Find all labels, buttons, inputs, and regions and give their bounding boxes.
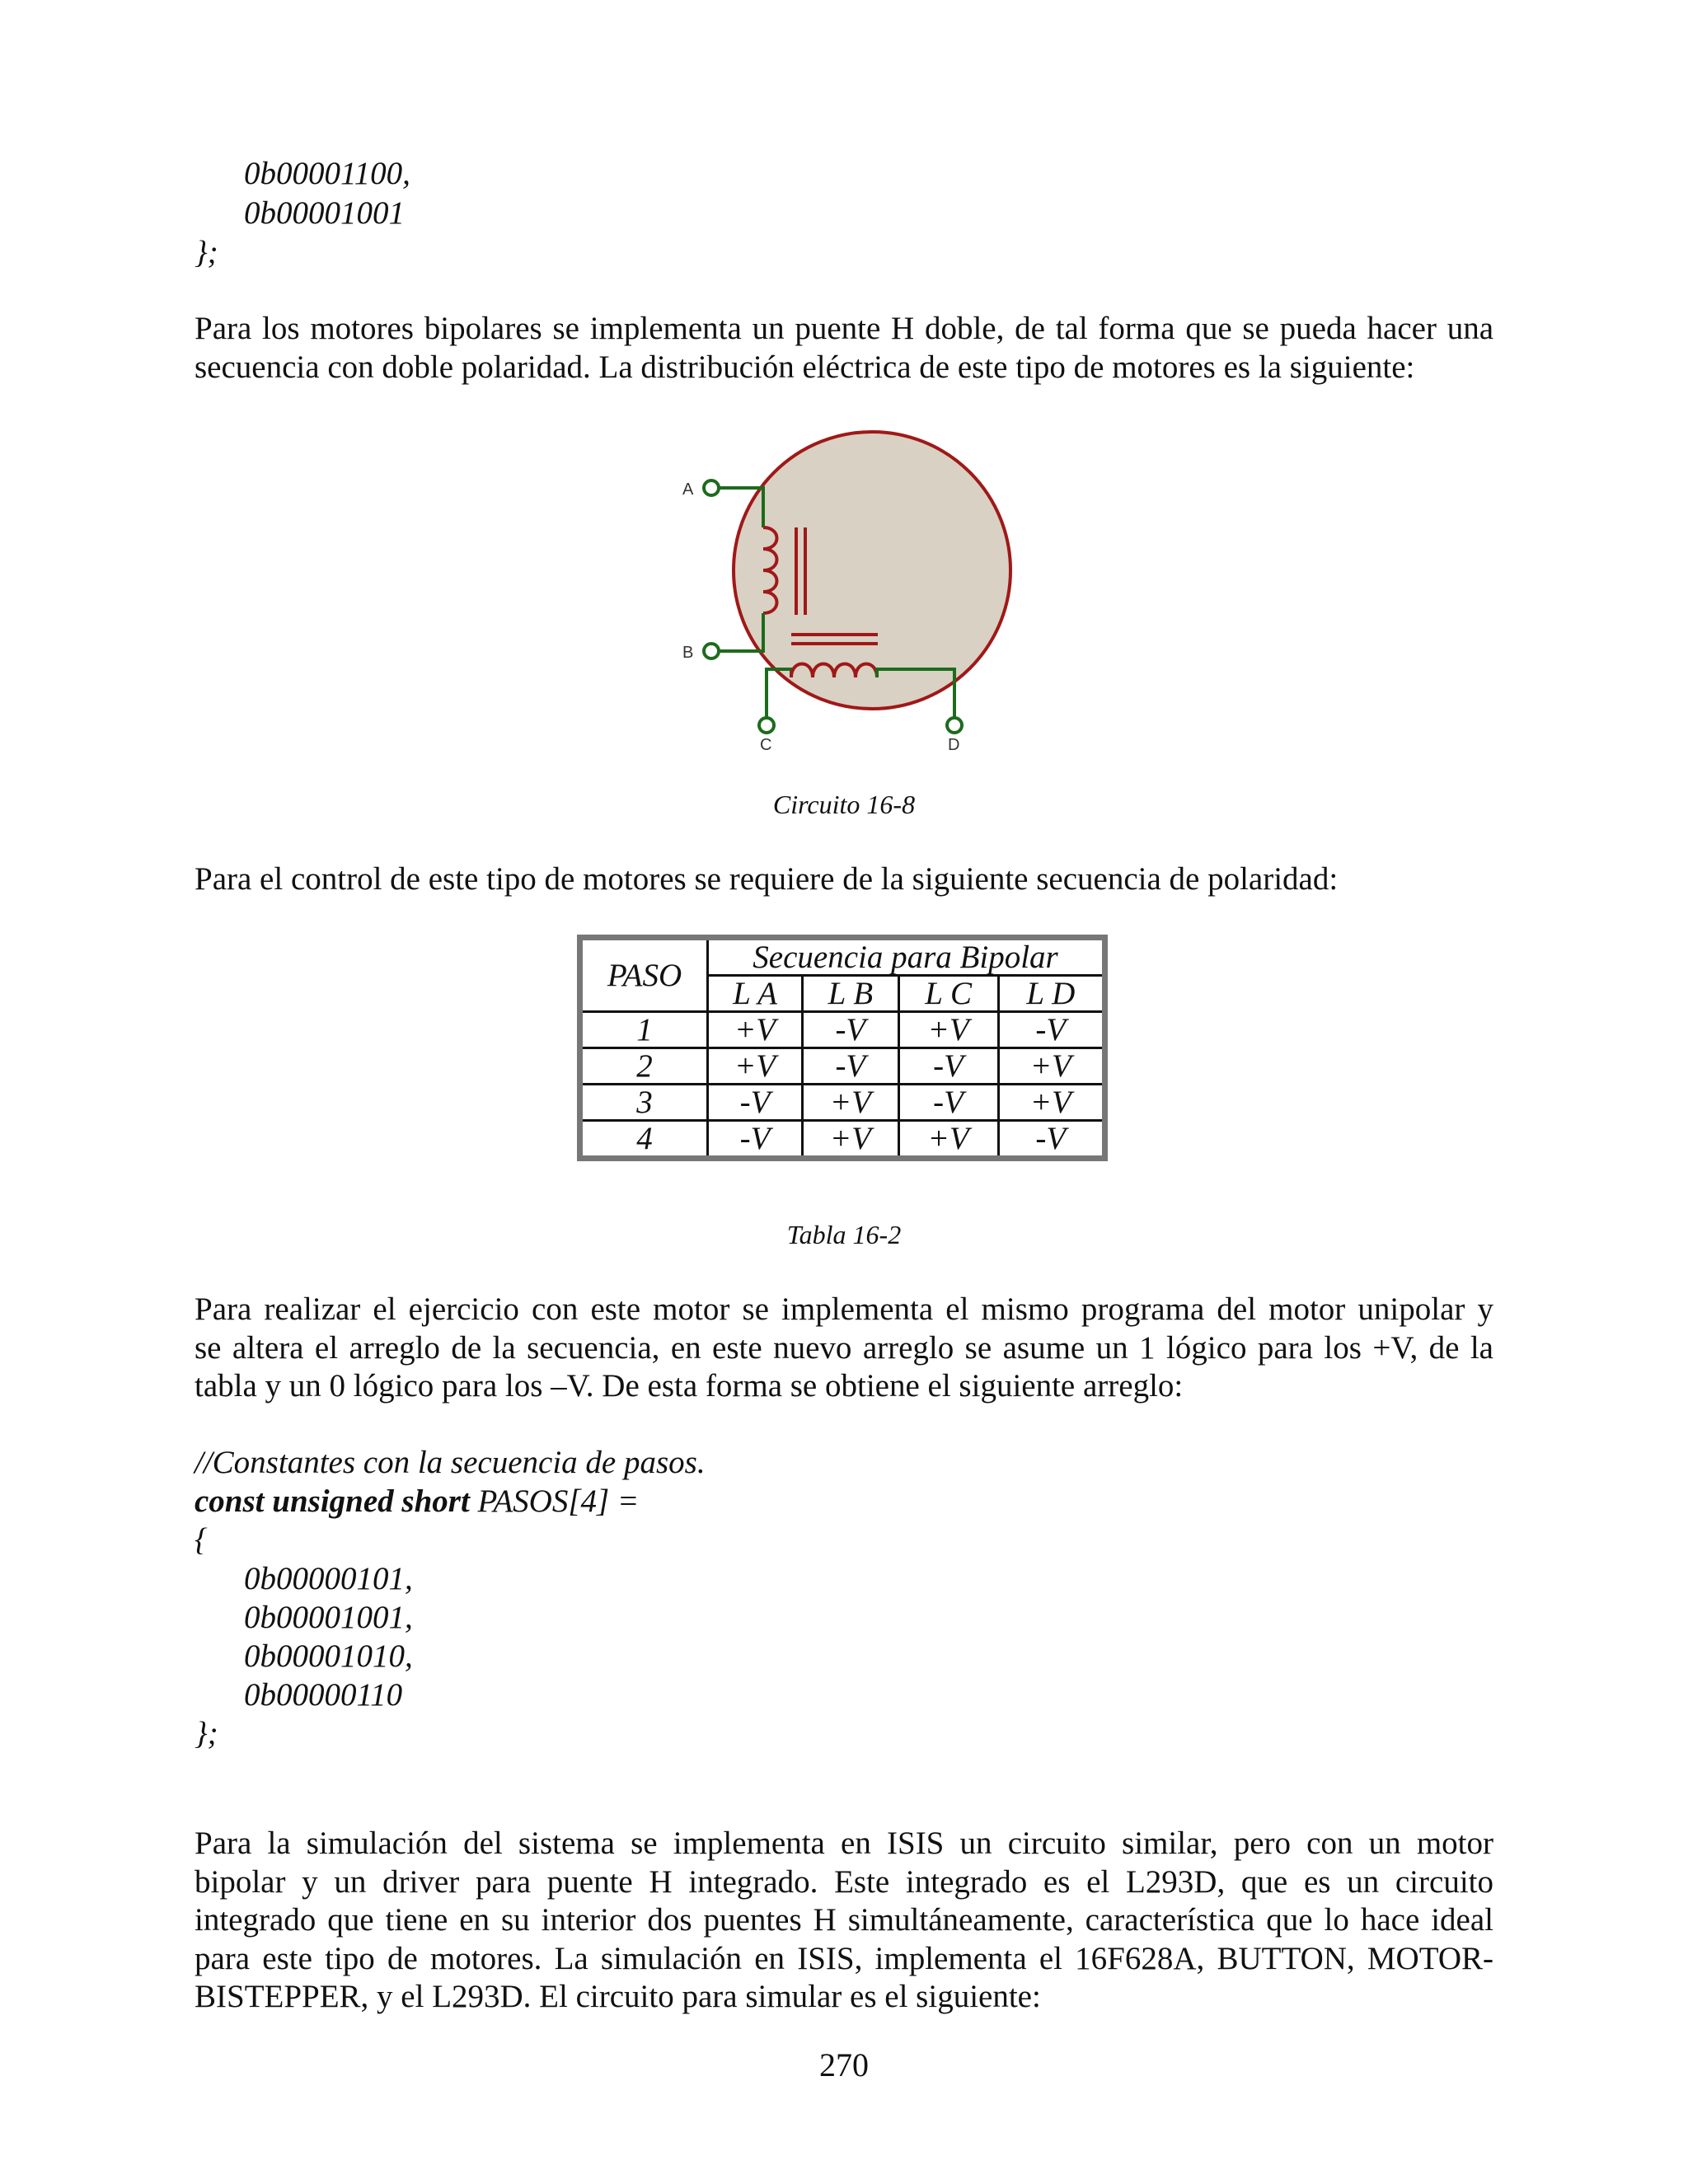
code-line: { bbox=[195, 1522, 208, 1558]
paragraph-line: para este tipo de motores. La simulación en ISIS, implementa el 16F628A, BUTTON, MOTOR- bbox=[195, 1940, 1493, 1976]
paso-header: PASO bbox=[580, 938, 708, 1012]
terminal-a bbox=[704, 480, 719, 495]
label-b: B bbox=[682, 644, 694, 662]
table-cell: -V bbox=[998, 1012, 1104, 1048]
terminal-c bbox=[759, 718, 774, 733]
table-cell: +V bbox=[998, 1085, 1104, 1121]
paragraph-line: bipolar y un driver para puente H integrado. Este integrado es el L293D, que es un circuito bbox=[195, 1863, 1493, 1900]
label-d: D bbox=[948, 736, 960, 754]
paragraph-line: BISTEPPER, y el L293D. El circuito para simular es el siguiente: bbox=[195, 1979, 1041, 2014]
terminal-b bbox=[704, 644, 719, 658]
table-cell: +V bbox=[708, 1048, 803, 1085]
code-line: }; bbox=[195, 1716, 218, 1751]
code-line: 0b00001001, bbox=[244, 1600, 413, 1635]
table-cell: -V bbox=[803, 1012, 899, 1048]
col-header: L D bbox=[998, 976, 1104, 1012]
paragraph-line: integrado que tiene en su interior dos puentes H simultáneamente, característica que lo hace ideal bbox=[195, 1902, 1493, 1938]
page-number: 270 bbox=[819, 2046, 869, 2083]
table-cell: 4 bbox=[580, 1121, 708, 1159]
code-comment: //Constantes con la secuencia de pasos. bbox=[195, 1445, 706, 1480]
code-line: 0b00001001 bbox=[244, 195, 405, 231]
table-cell: +V bbox=[898, 1121, 998, 1159]
paragraph-line: secuencia con doble polaridad. La distribución eléctrica de este tipo de motores es la siguiente: bbox=[195, 349, 1415, 385]
col-header: L B bbox=[803, 976, 899, 1012]
table-row bbox=[580, 1121, 1105, 1159]
paragraph-line: se altera el arreglo de la secuencia, en este nuevo arreglo se asume un 1 lógico para los +V, de la bbox=[195, 1329, 1493, 1366]
table-cell: -V bbox=[708, 1121, 803, 1159]
table-cell: -V bbox=[803, 1048, 899, 1085]
col-header: L C bbox=[898, 976, 998, 1012]
code-line: 0b00001010, bbox=[244, 1638, 413, 1674]
group-header: Secuencia para Bipolar bbox=[708, 938, 1105, 976]
code-keyword: const unsigned short bbox=[195, 1483, 470, 1519]
paragraph-line: Para realizar el ejercicio con este motor se implementa el mismo programa del motor unipolar y bbox=[195, 1291, 1493, 1327]
paragraph-bipolar-intro bbox=[195, 310, 1493, 387]
table-cell: +V bbox=[803, 1085, 899, 1121]
table-cell: 2 bbox=[580, 1048, 708, 1085]
table-cell: -V bbox=[898, 1048, 998, 1085]
paragraph-simulation bbox=[195, 1825, 1493, 2017]
table-cell: +V bbox=[708, 1012, 803, 1048]
code-line: }; bbox=[195, 235, 218, 270]
code-line: 0b00000101, bbox=[244, 1561, 413, 1596]
figure-caption: Circuito 16-8 bbox=[772, 790, 916, 819]
code-identifier: PASOS[4] = bbox=[469, 1483, 640, 1519]
table-cell: +V bbox=[803, 1121, 899, 1159]
table-cell: +V bbox=[898, 1012, 998, 1048]
paragraph-line: tabla y un 0 lógico para los –V. De esta forma se obtiene el siguiente arreglo: bbox=[195, 1368, 1184, 1404]
table-cell: -V bbox=[898, 1085, 998, 1121]
col-header: L A bbox=[708, 976, 803, 1012]
paragraph-polarity: Para el control de este tipo de motores se requiere de la siguiente secuencia de polaridad: bbox=[195, 861, 1339, 897]
paragraph-line: Para los motores bipolares se implementa un puente H doble, de tal forma que se pueda hacer una bbox=[195, 311, 1493, 346]
paragraph-line: Para la simulación del sistema se implementa en ISIS un circuito similar, pero con un motor bbox=[195, 1825, 1493, 1861]
label-c: C bbox=[760, 736, 772, 754]
table-row bbox=[580, 1012, 1105, 1048]
terminal-d bbox=[947, 718, 962, 733]
table-row bbox=[580, 1048, 1105, 1085]
bipolar-motor-diagram bbox=[643, 412, 1039, 766]
table-cell: -V bbox=[998, 1121, 1104, 1159]
table-cell: 1 bbox=[580, 1012, 708, 1048]
table-caption: Tabla 16-2 bbox=[786, 1220, 902, 1249]
paragraph-exercise bbox=[195, 1291, 1493, 1406]
label-a: A bbox=[682, 480, 694, 499]
code-line bbox=[195, 1483, 639, 1521]
code-line: 0b00000110 bbox=[244, 1677, 403, 1713]
table-cell: 3 bbox=[580, 1085, 708, 1121]
bipolar-sequence-table bbox=[577, 935, 1108, 1161]
table-cell: -V bbox=[708, 1085, 803, 1121]
code-line: 0b00001100, bbox=[244, 156, 410, 191]
table-header-row bbox=[580, 938, 1105, 976]
table-row bbox=[580, 1085, 1105, 1121]
table-cell: +V bbox=[998, 1048, 1104, 1085]
